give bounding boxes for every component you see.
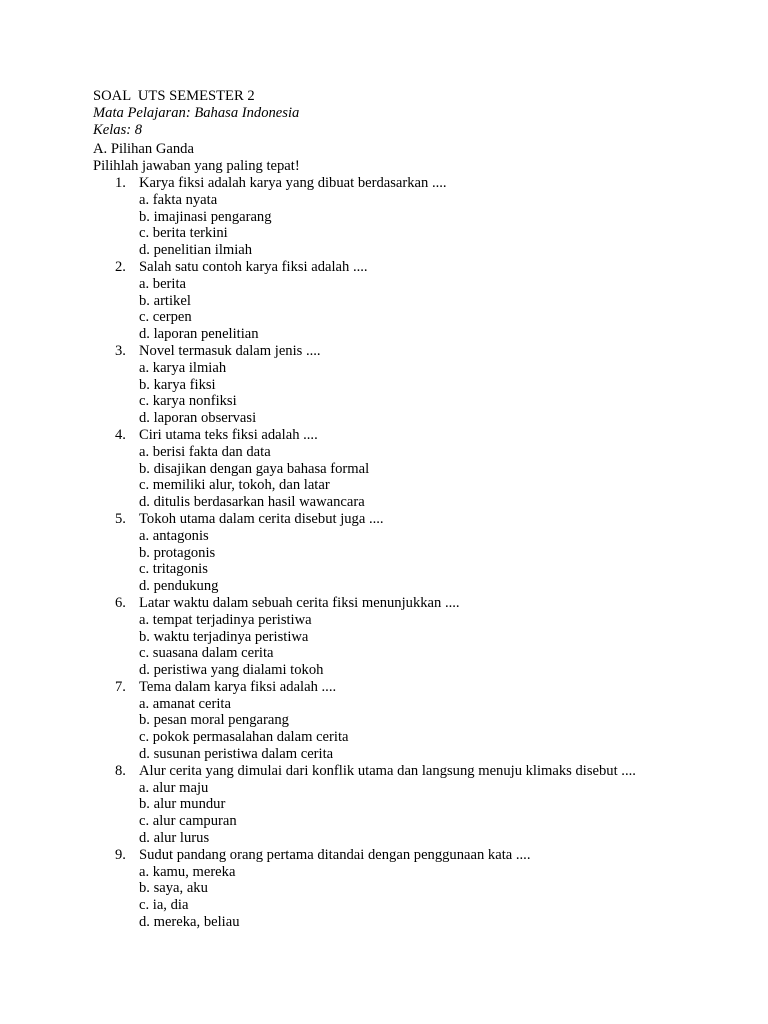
- answer-option: d. laporan penelitian: [139, 326, 259, 343]
- answer-option: a. tempat terjadinya peristiwa: [139, 611, 312, 628]
- question-text: Novel termasuk dalam jenis ....: [139, 342, 321, 359]
- answer-option: a. alur maju: [139, 779, 209, 796]
- answer-option: a. antagonis: [139, 527, 209, 544]
- answer-option: d. alur lurus: [139, 830, 210, 847]
- question-item: [93, 847, 733, 931]
- question-text: Salah satu contoh karya fiksi adalah ....: [139, 258, 368, 275]
- section-instruction: Pilihlah jawaban yang paling tepat!: [93, 158, 300, 175]
- question-text: Latar waktu dalam sebuah cerita fiksi menunjukkan ....: [139, 594, 460, 611]
- question-text: Tokoh utama dalam cerita disebut juga ....: [139, 510, 384, 527]
- option-list: [139, 444, 733, 511]
- answer-option: d. penelitian ilmiah: [139, 242, 253, 259]
- answer-option: b. pesan moral pengarang: [139, 712, 289, 729]
- answer-option: b. protagonis: [139, 544, 216, 561]
- answer-option: c. tritagonis: [139, 561, 208, 578]
- exam-title: SOAL UTS SEMESTER 2: [93, 88, 255, 104]
- answer-option: a. berita: [139, 275, 186, 292]
- question-text: Sudut pandang orang pertama ditandai dengan penggunaan kata ....: [139, 846, 531, 863]
- answer-option: d. pendukung: [139, 578, 219, 595]
- answer-option: d. laporan observasi: [139, 410, 257, 427]
- option-list: [139, 528, 733, 595]
- option-list: [139, 780, 733, 847]
- answer-option: a. kamu, mereka: [139, 863, 236, 880]
- question-number: 8.: [115, 762, 126, 779]
- answer-option: a. amanat cerita: [139, 695, 231, 712]
- answer-option: c. karya nonfiksi: [139, 393, 237, 410]
- answer-option: b. disajikan dengan gaya bahasa formal: [139, 460, 370, 477]
- question-number: 4.: [115, 426, 126, 443]
- answer-option: b. alur mundur: [139, 796, 226, 813]
- question-text: Tema dalam karya fiksi adalah ....: [139, 678, 337, 695]
- answer-option: c. suasana dalam cerita: [139, 645, 274, 662]
- question-item: [93, 511, 733, 595]
- option-list: [139, 696, 733, 763]
- answer-option: c. pokok permasalahan dalam cerita: [139, 729, 349, 746]
- document-content: [93, 88, 733, 931]
- question-item: [93, 595, 733, 679]
- question-item: [93, 175, 733, 259]
- answer-option: d. mereka, beliau: [139, 914, 240, 931]
- answer-option: a. fakta nyata: [139, 191, 218, 208]
- question-number: 2.: [115, 258, 126, 275]
- subject-line: Mata Pelajaran: Bahasa Indonesia: [93, 104, 300, 121]
- section-heading: A. Pilihan Ganda: [93, 141, 194, 158]
- answer-option: d. peristiwa yang dialami tokoh: [139, 662, 324, 679]
- question-list: [93, 175, 733, 931]
- answer-option: c. memiliki alur, tokoh, dan latar: [139, 477, 330, 494]
- answer-option: c. ia, dia: [139, 897, 189, 914]
- question-number: 1.: [115, 174, 126, 191]
- question-number: 7.: [115, 678, 126, 695]
- option-list: [139, 864, 733, 931]
- question-number: 6.: [115, 594, 126, 611]
- answer-option: b. artikel: [139, 292, 191, 309]
- answer-option: c. alur campuran: [139, 813, 237, 830]
- question-item: [93, 763, 733, 847]
- option-list: [139, 360, 733, 427]
- question-number: 9.: [115, 846, 126, 863]
- question-item: [93, 259, 733, 343]
- question-item: [93, 679, 733, 763]
- option-list: [139, 276, 733, 343]
- question-number: 3.: [115, 342, 126, 359]
- question-text: Karya fiksi adalah karya yang dibuat berdasarkan ....: [139, 174, 447, 191]
- question-item: [93, 343, 733, 427]
- question-text: Alur cerita yang dimulai dari konflik utama dan langsung menuju klimaks disebut ....: [139, 762, 636, 779]
- answer-option: a. berisi fakta dan data: [139, 443, 271, 460]
- question-item: [93, 427, 733, 511]
- answer-option: d. ditulis berdasarkan hasil wawancara: [139, 494, 365, 511]
- option-list: [139, 192, 733, 259]
- question-text: Ciri utama teks fiksi adalah ....: [139, 426, 318, 443]
- answer-option: c. cerpen: [139, 309, 192, 326]
- answer-option: b. saya, aku: [139, 880, 208, 897]
- answer-option: b. waktu terjadinya peristiwa: [139, 628, 309, 645]
- answer-option: d. susunan peristiwa dalam cerita: [139, 746, 334, 763]
- answer-option: b. karya fiksi: [139, 376, 216, 393]
- grade-line: Kelas: 8: [93, 121, 143, 138]
- answer-option: c. berita terkini: [139, 225, 228, 242]
- option-list: [139, 612, 733, 679]
- answer-option: a. karya ilmiah: [139, 359, 227, 376]
- answer-option: b. imajinasi pengarang: [139, 208, 272, 225]
- question-number: 5.: [115, 510, 126, 527]
